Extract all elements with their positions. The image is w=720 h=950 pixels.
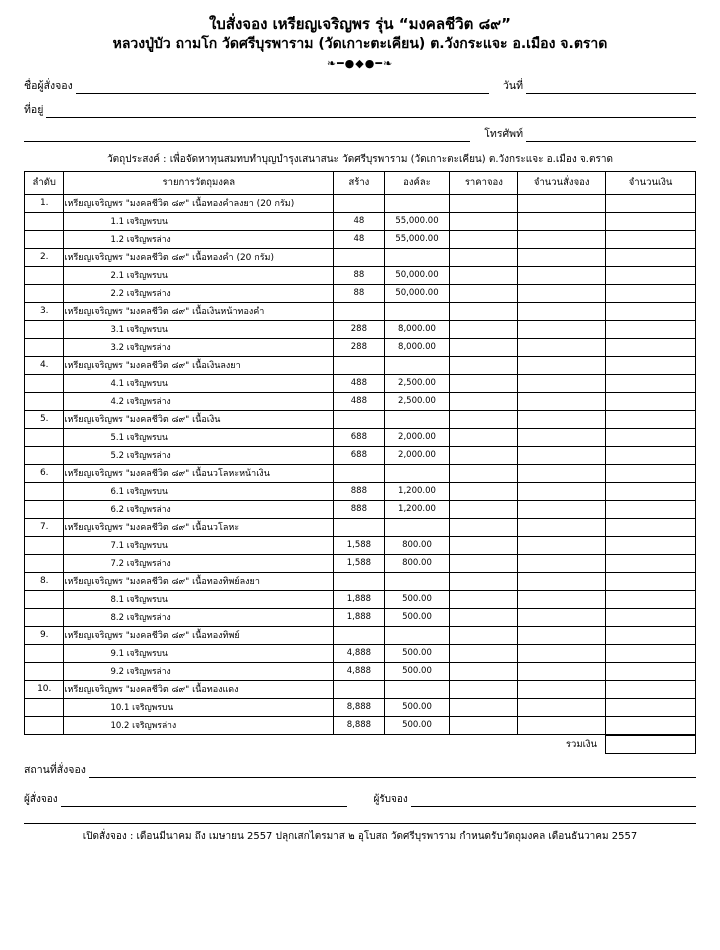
cell-made: 1,888 [334, 608, 384, 626]
place-field-label: สถานที่สั่งจอง [24, 763, 86, 776]
cell-quantity[interactable] [518, 194, 606, 212]
cell-amount[interactable] [606, 410, 696, 428]
name-date-row [24, 77, 696, 94]
table-row [25, 320, 696, 338]
cell-booking-price[interactable] [450, 680, 518, 698]
cell-booking-price[interactable] [450, 644, 518, 662]
cell-each [384, 518, 450, 536]
cell-amount[interactable] [606, 428, 696, 446]
cell-made: 288 [334, 320, 384, 338]
cell-no [25, 482, 64, 500]
cell-each: 500.00 [384, 590, 450, 608]
cell-no [25, 500, 64, 518]
cell-amount[interactable] [606, 590, 696, 608]
receiver-signature-line[interactable] [411, 795, 696, 807]
cell-amount[interactable] [606, 626, 696, 644]
cell-amount[interactable] [606, 536, 696, 554]
cell-description: เหรียญเจริญพร "มงคลชีวิต ๘๙" เนื้อทองทิพย์ลงยา [64, 572, 334, 590]
cell-amount[interactable] [606, 464, 696, 482]
cell-description: 6.1 เจริญพรบน [64, 482, 334, 500]
cell-quantity[interactable] [518, 446, 606, 464]
cell-booking-price[interactable] [450, 356, 518, 374]
ornament-divider: ❧━●◆●━❧ [326, 56, 394, 70]
order-table [24, 171, 696, 735]
cell-quantity[interactable] [518, 212, 606, 230]
cell-quantity[interactable] [518, 374, 606, 392]
cell-made [334, 356, 384, 374]
cell-booking-price[interactable] [450, 464, 518, 482]
cell-booking-price[interactable] [450, 500, 518, 518]
cell-made: 488 [334, 374, 384, 392]
table-row [25, 590, 696, 608]
cell-no: 2. [25, 248, 64, 266]
total-table [24, 735, 696, 754]
cell-no [25, 554, 64, 572]
cell-description: เหรียญเจริญพร "มงคลชีวิต ๘๙" เนื้อเงินลงยา [64, 356, 334, 374]
cell-description: 4.1 เจริญพรบน [64, 374, 334, 392]
cell-booking-price[interactable] [450, 338, 518, 356]
cell-each [384, 356, 450, 374]
cell-description: เหรียญเจริญพร "มงคลชีวิต ๘๙" เนื้อเงินหน้าทองคำ [64, 302, 334, 320]
cell-quantity[interactable] [518, 662, 606, 680]
cell-each [384, 410, 450, 428]
cell-no [25, 374, 64, 392]
cell-quantity[interactable] [518, 302, 606, 320]
cell-booking-price[interactable] [450, 446, 518, 464]
cell-description: 6.2 เจริญพรล่าง [64, 500, 334, 518]
table-row [25, 500, 696, 518]
cell-quantity[interactable] [518, 698, 606, 716]
cell-description: 5.2 เจริญพรล่าง [64, 446, 334, 464]
place-row [24, 761, 696, 778]
cell-each: 500.00 [384, 608, 450, 626]
cell-each: 55,000.00 [384, 212, 450, 230]
cell-no [25, 590, 64, 608]
cell-each: 2,000.00 [384, 446, 450, 464]
cell-booking-price[interactable] [450, 212, 518, 230]
cell-no [25, 698, 64, 716]
cell-booking-price[interactable] [450, 590, 518, 608]
cell-booking-price[interactable] [450, 662, 518, 680]
table-row [25, 482, 696, 500]
cell-made [334, 518, 384, 536]
cell-quantity[interactable] [518, 680, 606, 698]
cell-no [25, 320, 64, 338]
cell-no [25, 230, 64, 248]
cell-each [384, 302, 450, 320]
cell-quantity[interactable] [518, 356, 606, 374]
cell-quantity[interactable] [518, 716, 606, 734]
cell-description: 7.1 เจริญพรบน [64, 536, 334, 554]
cell-description: 2.1 เจริญพรบน [64, 266, 334, 284]
cell-made [334, 464, 384, 482]
cell-made [334, 680, 384, 698]
cell-quantity[interactable] [518, 266, 606, 284]
cell-quantity[interactable] [518, 536, 606, 554]
table-row [25, 212, 696, 230]
table-row [25, 428, 696, 446]
cell-no [25, 536, 64, 554]
cell-each: 50,000.00 [384, 284, 450, 302]
cell-booking-price[interactable] [450, 518, 518, 536]
table-row [25, 662, 696, 680]
cell-quantity[interactable] [518, 500, 606, 518]
orderer-signature-line[interactable] [61, 795, 347, 807]
cell-made: 888 [334, 500, 384, 518]
cell-amount[interactable] [606, 392, 696, 410]
cell-each: 8,000.00 [384, 320, 450, 338]
cell-no [25, 644, 64, 662]
cell-no: 3. [25, 302, 64, 320]
cell-quantity[interactable] [518, 248, 606, 266]
cell-booking-price[interactable] [450, 554, 518, 572]
col-header-no: ลำดับ [25, 171, 64, 194]
table-row [25, 644, 696, 662]
table-row [25, 284, 696, 302]
cell-booking-price[interactable] [450, 320, 518, 338]
cell-booking-price[interactable] [450, 194, 518, 212]
date-field-label: วันที่ [503, 79, 523, 92]
cell-quantity[interactable] [518, 392, 606, 410]
cell-description: 3.1 เจริญพรบน [64, 320, 334, 338]
cell-made: 4,888 [334, 662, 384, 680]
cell-made: 48 [334, 230, 384, 248]
cell-booking-price[interactable] [450, 266, 518, 284]
cell-each: 500.00 [384, 698, 450, 716]
cell-each: 50,000.00 [384, 266, 450, 284]
table-row [25, 338, 696, 356]
cell-no: 4. [25, 356, 64, 374]
cell-each [384, 680, 450, 698]
cell-made: 1,588 [334, 536, 384, 554]
cell-amount[interactable] [606, 572, 696, 590]
address-input-line2[interactable] [24, 130, 470, 142]
cell-each: 800.00 [384, 536, 450, 554]
cell-made: 8,888 [334, 698, 384, 716]
cell-no [25, 662, 64, 680]
cell-description: 10.1 เจริญพรบน [64, 698, 334, 716]
cell-each [384, 194, 450, 212]
cell-amount[interactable] [606, 716, 696, 734]
table-row [25, 266, 696, 284]
cell-booking-price[interactable] [450, 608, 518, 626]
footer-note-text: เปิดสั่งจอง : เดือนมีนาคม ถึง เมษายน 2557 ปลุกเสกไตรมาส ๒ อุโบสถ วัดศรีบุรพาราม กำหนดรับวัตถุมงคล เดือนธันวาคม 2557 [82, 830, 638, 842]
cell-booking-price[interactable] [450, 248, 518, 266]
cell-amount[interactable] [606, 248, 696, 266]
cell-no: 8. [25, 572, 64, 590]
table-row [25, 680, 696, 698]
cell-quantity[interactable] [518, 482, 606, 500]
cell-description: 4.2 เจริญพรล่าง [64, 392, 334, 410]
total-label: รวมเงิน [565, 738, 597, 750]
cell-made: 48 [334, 212, 384, 230]
cell-description: 1.1 เจริญพรบน [64, 212, 334, 230]
total-amount-cell[interactable] [605, 735, 695, 753]
cell-each: 2,000.00 [384, 428, 450, 446]
table-row [25, 248, 696, 266]
cell-quantity[interactable] [518, 338, 606, 356]
date-input[interactable] [526, 82, 696, 94]
phone-field-label: โทรศัพท์ [484, 127, 523, 140]
col-header-description: รายการวัตถุมงคล [64, 171, 334, 194]
page-title: ใบสั่งจอง เหรียญเจริญพร รุ่น “มงคลชีวิต ๘๙” [208, 15, 512, 33]
cell-each: 55,000.00 [384, 230, 450, 248]
col-header-booking-price: ราคาจอง [450, 171, 518, 194]
cell-description: เหรียญเจริญพร "มงคลชีวิต ๘๙" เนื้อนวโลหะหน้าเงิน [64, 464, 334, 482]
footer-note [24, 823, 696, 844]
total-row [24, 735, 696, 753]
cell-booking-price[interactable] [450, 410, 518, 428]
cell-each: 500.00 [384, 662, 450, 680]
cell-made: 288 [334, 338, 384, 356]
table-header-row [25, 171, 696, 194]
cell-no: 5. [25, 410, 64, 428]
cell-quantity[interactable] [518, 554, 606, 572]
cell-each: 1,200.00 [384, 500, 450, 518]
cell-quantity[interactable] [518, 284, 606, 302]
cell-booking-price[interactable] [450, 302, 518, 320]
table-row [25, 626, 696, 644]
cell-amount[interactable] [606, 680, 696, 698]
page-subtitle: หลวงปู่บัว ถามโก วัดศรีบุรพาราม (วัดเกาะตะเคียน) ต.วังกระแจะ อ.เมือง จ.ตราด [112, 36, 608, 53]
address-field-label: ที่อยู่ [24, 103, 44, 116]
cell-amount[interactable] [606, 302, 696, 320]
cell-each: 500.00 [384, 644, 450, 662]
cell-made [334, 194, 384, 212]
cell-no: 10. [25, 680, 64, 698]
cell-no: 7. [25, 518, 64, 536]
address-row [24, 101, 696, 118]
cell-description: เหรียญเจริญพร "มงคลชีวิต ๘๙" เนื้อนวโลหะ [64, 518, 334, 536]
receiver-label: ผู้รับจอง [373, 793, 408, 805]
cell-booking-price[interactable] [450, 230, 518, 248]
cell-no [25, 716, 64, 734]
cell-no [25, 266, 64, 284]
table-row [25, 446, 696, 464]
cell-amount[interactable] [606, 500, 696, 518]
cell-quantity[interactable] [518, 608, 606, 626]
cell-each [384, 464, 450, 482]
phone-input[interactable] [526, 130, 696, 142]
cell-description: 8.2 เจริญพรล่าง [64, 608, 334, 626]
cell-made: 88 [334, 266, 384, 284]
cell-description: 8.1 เจริญพรบน [64, 590, 334, 608]
cell-description: 9.1 เจริญพรบน [64, 644, 334, 662]
col-header-made: สร้าง [334, 171, 384, 194]
cell-booking-price[interactable] [450, 626, 518, 644]
cell-quantity[interactable] [518, 230, 606, 248]
cell-amount[interactable] [606, 338, 696, 356]
cell-amount[interactable] [606, 320, 696, 338]
cell-amount[interactable] [606, 374, 696, 392]
cell-description: เหรียญเจริญพร "มงคลชีวิต ๘๙" เนื้อเงิน [64, 410, 334, 428]
cell-booking-price[interactable] [450, 482, 518, 500]
cell-amount[interactable] [606, 356, 696, 374]
table-row [25, 554, 696, 572]
address-input[interactable] [46, 106, 696, 118]
table-row [25, 392, 696, 410]
receiver-signature [373, 792, 696, 807]
cell-amount[interactable] [606, 482, 696, 500]
phone-row [24, 125, 696, 142]
cell-each [384, 626, 450, 644]
document-header [24, 14, 696, 70]
orderer-label: ผู้สั่งจอง [24, 793, 58, 805]
cell-made [334, 248, 384, 266]
table-row [25, 608, 696, 626]
cell-booking-price[interactable] [450, 698, 518, 716]
cell-no [25, 212, 64, 230]
cell-made: 688 [334, 446, 384, 464]
table-row [25, 230, 696, 248]
cell-amount[interactable] [606, 212, 696, 230]
cell-description: 9.2 เจริญพรล่าง [64, 662, 334, 680]
table-row [25, 302, 696, 320]
cell-description: 10.2 เจริญพรล่าง [64, 716, 334, 734]
table-row [25, 716, 696, 734]
cell-each: 2,500.00 [384, 374, 450, 392]
cell-booking-price[interactable] [450, 428, 518, 446]
cell-quantity[interactable] [518, 410, 606, 428]
cell-made [334, 410, 384, 428]
cell-description: 7.2 เจริญพรล่าง [64, 554, 334, 572]
cell-quantity[interactable] [518, 644, 606, 662]
orderer-signature [24, 792, 347, 807]
cell-amount[interactable] [606, 554, 696, 572]
cell-each [384, 572, 450, 590]
cell-quantity[interactable] [518, 428, 606, 446]
cell-booking-price[interactable] [450, 716, 518, 734]
table-row [25, 698, 696, 716]
cell-booking-price[interactable] [450, 284, 518, 302]
cell-no [25, 608, 64, 626]
cell-description: 1.2 เจริญพรล่าง [64, 230, 334, 248]
cell-made: 88 [334, 284, 384, 302]
name-input[interactable] [76, 82, 489, 94]
cell-amount[interactable] [606, 698, 696, 716]
cell-made: 4,888 [334, 644, 384, 662]
cell-made: 1,588 [334, 554, 384, 572]
cell-amount[interactable] [606, 446, 696, 464]
cell-no [25, 284, 64, 302]
table-row [25, 410, 696, 428]
cell-no: 6. [25, 464, 64, 482]
cell-no: 1. [25, 194, 64, 212]
cell-amount[interactable] [606, 662, 696, 680]
cell-made: 1,888 [334, 590, 384, 608]
table-row [25, 464, 696, 482]
cell-each: 8,000.00 [384, 338, 450, 356]
cell-each: 800.00 [384, 554, 450, 572]
table-row [25, 194, 696, 212]
name-field-label: ชื่อผู้สั่งจอง [24, 79, 73, 92]
cell-quantity[interactable] [518, 626, 606, 644]
cell-description: เหรียญเจริญพร "มงคลชีวิต ๘๙" เนื้อทองคำ (20 กรัม) [64, 248, 334, 266]
cell-no [25, 446, 64, 464]
cell-description: 5.1 เจริญพรบน [64, 428, 334, 446]
cell-booking-price[interactable] [450, 572, 518, 590]
cell-amount[interactable] [606, 266, 696, 284]
table-row [25, 536, 696, 554]
table-row [25, 374, 696, 392]
cell-no [25, 392, 64, 410]
cell-booking-price[interactable] [450, 374, 518, 392]
cell-booking-price[interactable] [450, 536, 518, 554]
cell-description: เหรียญเจริญพร "มงคลชีวิต ๘๙" เนื้อทองทิพย์ [64, 626, 334, 644]
cell-description: 3.2 เจริญพรล่าง [64, 338, 334, 356]
cell-made: 8,888 [334, 716, 384, 734]
cell-each: 2,500.00 [384, 392, 450, 410]
cell-booking-price[interactable] [450, 392, 518, 410]
col-header-quantity: จำนวนสั่งจอง [518, 171, 606, 194]
cell-no: 9. [25, 626, 64, 644]
cell-no [25, 338, 64, 356]
cell-no [25, 428, 64, 446]
cell-description: 2.2 เจริญพรล่าง [64, 284, 334, 302]
cell-amount[interactable] [606, 644, 696, 662]
cell-amount[interactable] [606, 518, 696, 536]
cell-each: 500.00 [384, 716, 450, 734]
cell-quantity[interactable] [518, 320, 606, 338]
col-header-amount: จำนวนเงิน [606, 171, 696, 194]
cell-each: 1,200.00 [384, 482, 450, 500]
cell-quantity[interactable] [518, 590, 606, 608]
cell-quantity[interactable] [518, 518, 606, 536]
cell-quantity[interactable] [518, 464, 606, 482]
table-row [25, 356, 696, 374]
cell-description: เหรียญเจริญพร "มงคลชีวิต ๘๙" เนื้อทองแดง [64, 680, 334, 698]
place-input[interactable] [89, 766, 696, 778]
cell-description: เหรียญเจริญพร "มงคลชีวิต ๘๙" เนื้อทองคำลงยา (20 กรัม) [64, 194, 334, 212]
cell-made [334, 626, 384, 644]
cell-amount[interactable] [606, 194, 696, 212]
order-table-body [25, 194, 696, 734]
cell-each [384, 248, 450, 266]
cell-amount[interactable] [606, 284, 696, 302]
col-header-each: องค์ละ [384, 171, 450, 194]
cell-amount[interactable] [606, 230, 696, 248]
cell-amount[interactable] [606, 608, 696, 626]
purpose-text: วัตถุประสงค์ : เพื่อจัดหาทุนสมทบทำบุญบำรุงเสนาสนะ วัดศรีบุรพาราม (วัดเกาะตะเคียน) ต.วังกระแจะ อ.เมือง จ.ตราด [107, 153, 613, 165]
cell-made [334, 572, 384, 590]
cell-made: 488 [334, 392, 384, 410]
cell-made: 688 [334, 428, 384, 446]
cell-quantity[interactable] [518, 572, 606, 590]
document-footer [24, 761, 696, 844]
table-row [25, 572, 696, 590]
cell-made [334, 302, 384, 320]
table-row [25, 518, 696, 536]
cell-made: 888 [334, 482, 384, 500]
signature-row [24, 792, 696, 807]
